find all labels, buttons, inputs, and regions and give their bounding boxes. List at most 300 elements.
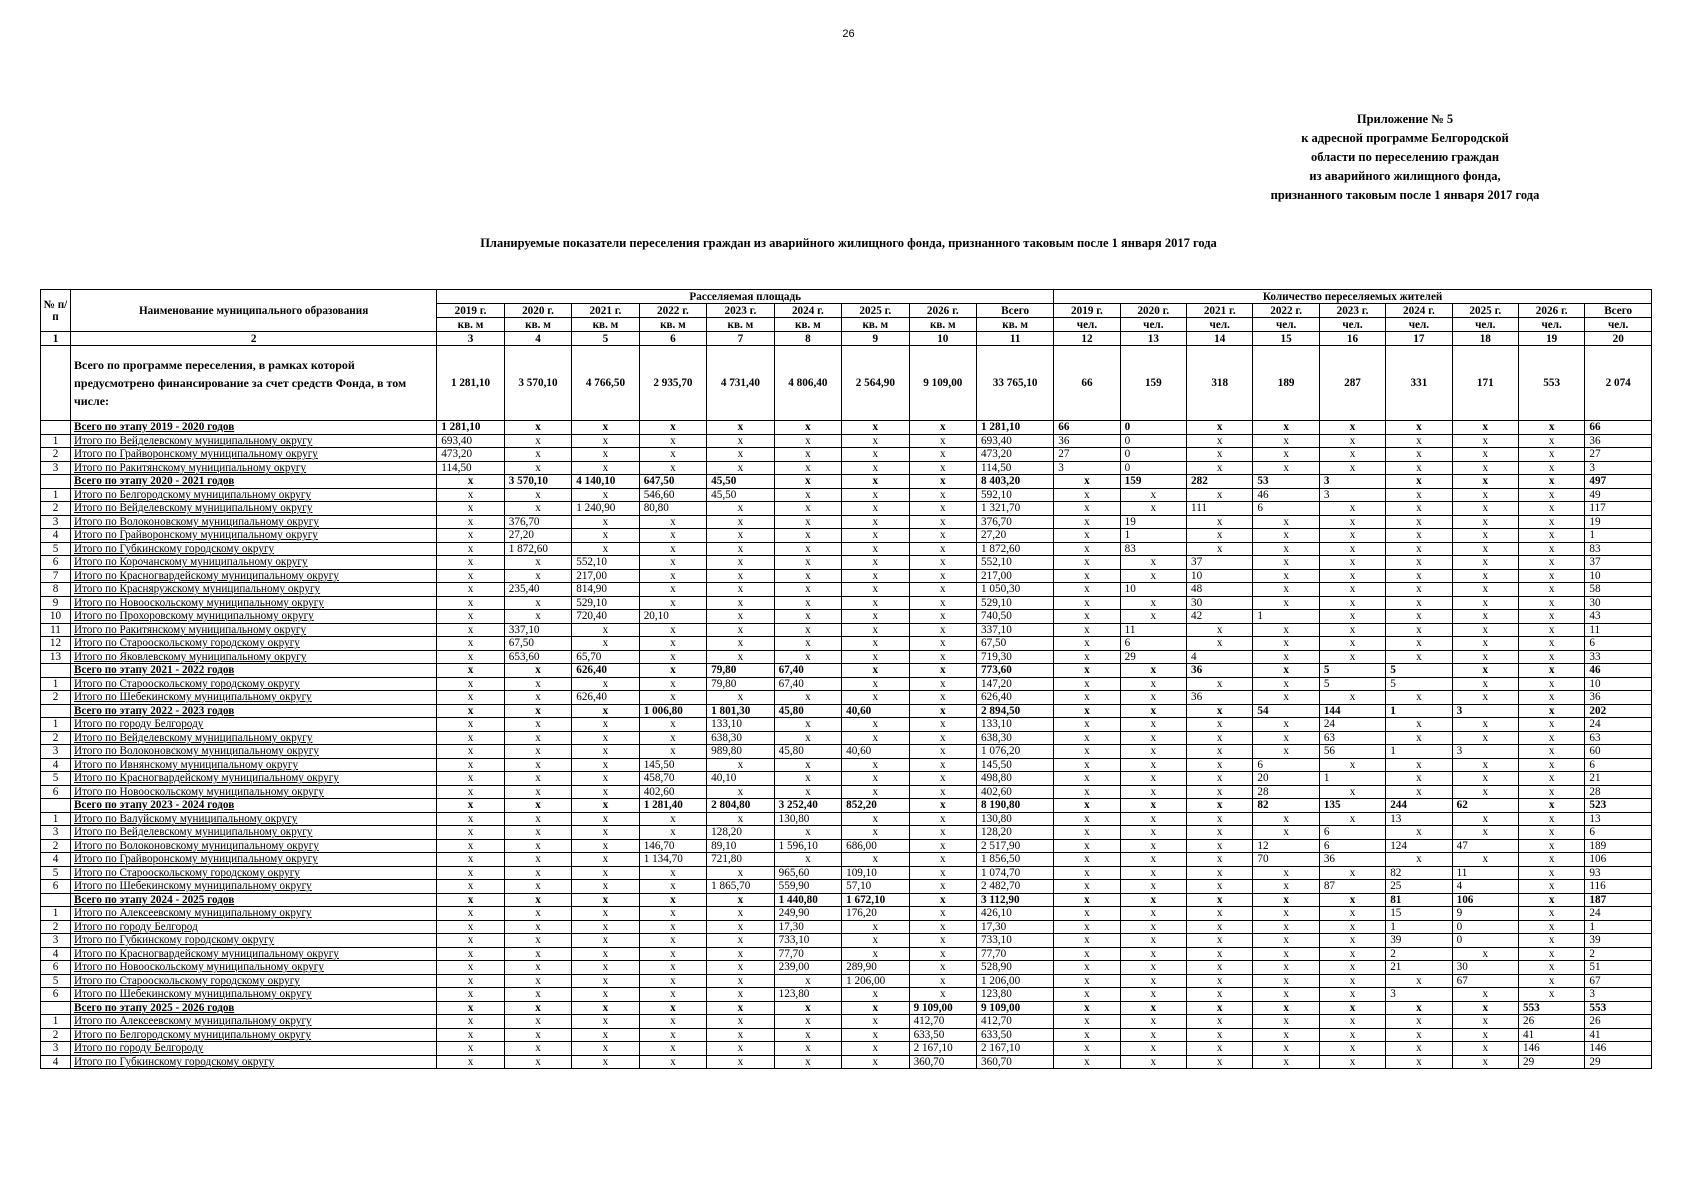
row-value: x	[1054, 691, 1120, 705]
year-header: 2020 г.	[1120, 304, 1186, 318]
row-value: x	[842, 920, 909, 934]
row-value: 67,40	[774, 677, 841, 691]
row-value: x	[504, 704, 571, 718]
row-value: x	[1386, 596, 1452, 610]
row-value: 1	[1386, 920, 1452, 934]
table-row	[41, 502, 1652, 516]
table-row	[41, 542, 1652, 556]
row-value: 13	[1386, 812, 1452, 826]
row-name: Итого по Вейделевскому муниципальному округу	[70, 826, 436, 840]
row-value: x	[1253, 974, 1319, 988]
row-value: x	[1319, 421, 1385, 435]
row-value: x	[504, 1042, 571, 1056]
row-value: x	[1386, 772, 1452, 786]
row-value: 37	[1585, 556, 1652, 570]
row-value: x	[639, 826, 706, 840]
row-value: x	[1054, 988, 1120, 1002]
row-value: x	[1452, 461, 1518, 475]
row-number: 1	[41, 434, 71, 448]
row-value: x	[504, 934, 571, 948]
row-value: x	[842, 812, 909, 826]
year-header: 2025 г.	[1452, 304, 1518, 318]
row-value: x	[909, 664, 976, 678]
row-value: x	[842, 664, 909, 678]
table-row	[41, 758, 1652, 772]
row-value: x	[1253, 731, 1319, 745]
row-value: 28	[1585, 785, 1652, 799]
row-value: 83	[1120, 542, 1186, 556]
table-row	[41, 623, 1652, 637]
row-value: x	[909, 785, 976, 799]
row-value: 1 074,70	[977, 866, 1054, 880]
row-value: x	[1120, 947, 1186, 961]
row-name: Итого по Губкинскому городскому округу	[70, 934, 436, 948]
row-name: Итого по городу Белгород	[70, 920, 436, 934]
row-value: x	[707, 934, 774, 948]
row-value: 6	[1253, 758, 1319, 772]
row-value: x	[1120, 1042, 1186, 1056]
row-value: x	[1187, 947, 1253, 961]
row-name: Итого по Старооскольскому городскому округу	[70, 866, 436, 880]
row-value: x	[774, 569, 841, 583]
row-value: 1 281,40	[639, 799, 706, 813]
row-value: x	[572, 1028, 639, 1042]
row-value: 3	[1452, 745, 1518, 759]
row-value: x	[1253, 745, 1319, 759]
row-value: x	[639, 961, 706, 975]
row-value: x	[774, 650, 841, 664]
row-value: x	[909, 475, 976, 489]
table-row	[41, 556, 1652, 570]
year-header: Всего	[977, 304, 1054, 318]
row-value: 4 731,40	[707, 346, 774, 421]
row-value: x	[1187, 799, 1253, 813]
row-value: x	[1187, 812, 1253, 826]
row-name: Итого по Грайворонскому муниципальному округу	[70, 853, 436, 867]
row-value: 626,40	[572, 664, 639, 678]
row-value: x	[639, 1055, 706, 1069]
row-value: x	[774, 731, 841, 745]
row-value: 189	[1585, 839, 1652, 853]
row-value: x	[1120, 988, 1186, 1002]
row-name: Итого по Красняружскому муниципальному округу	[70, 583, 436, 597]
row-value: x	[1518, 853, 1584, 867]
row-value: x	[504, 718, 571, 732]
table-row	[41, 637, 1652, 651]
row-value: x	[1518, 488, 1584, 502]
row-value: x	[639, 718, 706, 732]
row-number: 6	[41, 988, 71, 1002]
row-name: Итого по Вейделевскому муниципальному округу	[70, 731, 436, 745]
row-name: Итого по Волоконовскому муниципальному округу	[70, 745, 436, 759]
row-value: x	[437, 556, 504, 570]
row-value: x	[1518, 637, 1584, 651]
row-value: x	[1319, 637, 1385, 651]
row-value: x	[1054, 799, 1120, 813]
table-row	[41, 583, 1652, 597]
row-value: x	[572, 812, 639, 826]
row-value: x	[842, 583, 909, 597]
row-value: x	[572, 920, 639, 934]
row-value: x	[707, 1042, 774, 1056]
header-area: Расселяемая площадь	[437, 290, 1054, 304]
row-number	[41, 1001, 71, 1015]
row-value: 1 281,10	[977, 421, 1054, 435]
row-value: x	[1054, 475, 1120, 489]
row-value: x	[1187, 421, 1253, 435]
row-value: x	[1054, 731, 1120, 745]
row-value: x	[774, 421, 841, 435]
row-value: x	[909, 718, 976, 732]
row-value: 693,40	[437, 434, 504, 448]
row-value: x	[842, 731, 909, 745]
stage-total-row	[41, 664, 1652, 678]
row-value: x	[842, 515, 909, 529]
row-value: x	[1253, 583, 1319, 597]
row-value: x	[1452, 488, 1518, 502]
row-value: 2	[1585, 947, 1652, 961]
row-value: x	[1452, 691, 1518, 705]
row-number: 3	[41, 934, 71, 948]
row-value: x	[707, 691, 774, 705]
row-value: x	[1120, 920, 1186, 934]
row-value: 28	[1253, 785, 1319, 799]
document-title: Планируемые показатели переселения граждан из аварийного жилищного фонда, признанного таковым после 1 января 2017 года	[480, 236, 1217, 250]
row-value: x	[774, 623, 841, 637]
row-value: 66	[1054, 346, 1120, 421]
row-value: x	[1518, 610, 1584, 624]
row-name: Итого по Шебекинскому муниципальному округу	[70, 988, 436, 1002]
row-value: x	[1253, 677, 1319, 691]
row-value: x	[639, 637, 706, 651]
row-value: x	[504, 434, 571, 448]
row-value: x	[437, 1042, 504, 1056]
row-value: 40,10	[707, 772, 774, 786]
row-value: x	[437, 934, 504, 948]
row-value: x	[639, 934, 706, 948]
row-value: 337,10	[504, 623, 571, 637]
row-value: x	[1054, 677, 1120, 691]
row-number	[41, 664, 71, 678]
row-number: 10	[41, 610, 71, 624]
row-value: 39	[1386, 934, 1452, 948]
row-value: 2 167,10	[909, 1042, 976, 1056]
stage-total-row	[41, 704, 1652, 718]
row-value: x	[437, 1055, 504, 1069]
row-value: x	[639, 947, 706, 961]
row-value: 287	[1319, 346, 1385, 421]
row-value: 40,60	[842, 745, 909, 759]
row-value: 46	[1585, 664, 1652, 678]
row-value: x	[1054, 974, 1120, 988]
row-value: 42	[1187, 610, 1253, 624]
row-value: x	[909, 569, 976, 583]
row-value: x	[1253, 893, 1319, 907]
row-value: 1	[1253, 610, 1319, 624]
table-row	[41, 718, 1652, 732]
row-value: x	[1452, 569, 1518, 583]
row-value: 145,50	[639, 758, 706, 772]
row-value: 79,80	[707, 677, 774, 691]
unit-header: кв. м	[707, 318, 774, 332]
row-value: x	[1120, 569, 1186, 583]
row-value: 5	[1319, 664, 1385, 678]
row-value: 553	[1585, 1001, 1652, 1015]
row-value: x	[437, 772, 504, 786]
row-value: x	[1054, 637, 1120, 651]
row-value: x	[1253, 718, 1319, 732]
row-value: 93	[1585, 866, 1652, 880]
row-value: x	[1518, 934, 1584, 948]
row-value: x	[437, 1001, 504, 1015]
column-number: 20	[1585, 332, 1652, 346]
row-value: x	[639, 623, 706, 637]
row-value: 1 006,80	[639, 704, 706, 718]
column-number: 14	[1187, 332, 1253, 346]
row-value: 41	[1518, 1028, 1584, 1042]
row-number: 1	[41, 812, 71, 826]
row-value: 686,00	[842, 839, 909, 853]
table-row	[41, 988, 1652, 1002]
stage-total-row	[41, 799, 1652, 813]
row-value: x	[437, 704, 504, 718]
row-value: 130,80	[977, 812, 1054, 826]
unit-header: кв. м	[774, 318, 841, 332]
row-value: x	[774, 718, 841, 732]
row-value: 3 570,10	[504, 475, 571, 489]
row-value: x	[437, 947, 504, 961]
row-value: x	[1120, 596, 1186, 610]
year-header: 2024 г.	[1386, 304, 1452, 318]
row-value: 529,10	[977, 596, 1054, 610]
resettlement-table	[40, 289, 1652, 1069]
row-name: Всего по этапу 2021 - 2022 годов	[70, 664, 436, 678]
row-value: x	[1120, 610, 1186, 624]
row-value: x	[639, 893, 706, 907]
row-value: 12	[1253, 839, 1319, 853]
row-value: 49	[1585, 488, 1652, 502]
row-name: Итого по Красногвардейскому муниципальному округу	[70, 947, 436, 961]
row-value: 965,60	[774, 866, 841, 880]
row-number: 2	[41, 839, 71, 853]
row-value: 852,20	[842, 799, 909, 813]
column-number: 11	[977, 332, 1054, 346]
row-value: x	[639, 866, 706, 880]
row-value: x	[1386, 1028, 1452, 1042]
row-value: x	[1187, 542, 1253, 556]
row-value: 10	[1585, 569, 1652, 583]
row-value: 1 206,00	[977, 974, 1054, 988]
row-value: x	[572, 677, 639, 691]
row-value: x	[1253, 569, 1319, 583]
row-value: x	[437, 718, 504, 732]
row-number	[41, 799, 71, 813]
row-value: x	[1253, 529, 1319, 543]
row-value: 3 570,10	[504, 346, 571, 421]
row-name: Итого по Шебекинскому муниципальному округу	[70, 691, 436, 705]
row-value: x	[1319, 1015, 1385, 1029]
row-value: 51	[1585, 961, 1652, 975]
row-value: 1	[1319, 772, 1385, 786]
unit-header: чел.	[1585, 318, 1652, 332]
row-value: x	[572, 1055, 639, 1069]
row-value: x	[1054, 880, 1120, 894]
row-value: x	[1386, 475, 1452, 489]
row-value: 337,10	[977, 623, 1054, 637]
row-value: x	[437, 812, 504, 826]
row-value: x	[1187, 920, 1253, 934]
row-value: x	[1518, 542, 1584, 556]
row-value: 45,80	[774, 704, 841, 718]
row-value: 2 804,80	[707, 799, 774, 813]
row-number: 8	[41, 583, 71, 597]
row-value: 523	[1585, 799, 1652, 813]
row-name: Всего по этапу 2020 - 2021 годов	[70, 475, 436, 489]
row-value: 21	[1585, 772, 1652, 786]
row-value: x	[504, 488, 571, 502]
row-value: x	[1054, 893, 1120, 907]
table-row	[41, 812, 1652, 826]
row-value: x	[1120, 1055, 1186, 1069]
row-value: x	[1253, 637, 1319, 651]
row-value: x	[1319, 1055, 1385, 1069]
unit-header: кв. м	[437, 318, 504, 332]
row-value: x	[1187, 488, 1253, 502]
row-value: x	[909, 947, 976, 961]
table-row	[41, 569, 1652, 583]
row-value: x	[437, 542, 504, 556]
row-value: x	[639, 1001, 706, 1015]
row-value: x	[504, 920, 571, 934]
row-value: x	[1518, 920, 1584, 934]
row-value: x	[572, 907, 639, 921]
row-value: x	[1120, 866, 1186, 880]
row-value: x	[909, 772, 976, 786]
row-value: 30	[1585, 596, 1652, 610]
table-row	[41, 826, 1652, 840]
unit-header: чел.	[1386, 318, 1452, 332]
row-value: x	[842, 488, 909, 502]
row-value: x	[909, 502, 976, 516]
row-value: x	[1187, 637, 1253, 651]
row-name: Итого по Новооскольскому муниципальному округу	[70, 785, 436, 799]
row-number	[41, 893, 71, 907]
row-value: x	[1120, 880, 1186, 894]
row-value: 26	[1585, 1015, 1652, 1029]
row-value: 67,40	[774, 664, 841, 678]
row-value: x	[437, 529, 504, 543]
row-value: 814,90	[572, 583, 639, 597]
row-value: x	[437, 664, 504, 678]
row-value: x	[1386, 556, 1452, 570]
row-value: 1	[1585, 920, 1652, 934]
row-value: x	[1187, 529, 1253, 543]
table-row	[41, 920, 1652, 934]
unit-header: чел.	[1452, 318, 1518, 332]
column-number: 10	[909, 332, 976, 346]
row-value: x	[1518, 623, 1584, 637]
row-value: x	[1518, 448, 1584, 462]
row-value: x	[774, 974, 841, 988]
table-row	[41, 610, 1652, 624]
row-value: x	[1386, 434, 1452, 448]
row-value: x	[1319, 961, 1385, 975]
table-row	[41, 434, 1652, 448]
row-value: x	[639, 664, 706, 678]
row-value: 402,60	[977, 785, 1054, 799]
row-value: x	[1253, 434, 1319, 448]
row-value: x	[504, 502, 571, 516]
row-value: 1	[1386, 745, 1452, 759]
row-value: 19	[1120, 515, 1186, 529]
row-value: x	[707, 623, 774, 637]
row-value: x	[1253, 934, 1319, 948]
row-value: 29	[1518, 1055, 1584, 1069]
row-value: 43	[1585, 610, 1652, 624]
row-value: 1 206,00	[842, 974, 909, 988]
row-value: x	[1054, 704, 1120, 718]
row-value: x	[909, 461, 976, 475]
row-value: 473,20	[437, 448, 504, 462]
row-value: x	[1120, 799, 1186, 813]
row-value: 553	[1518, 346, 1584, 421]
row-value: x	[437, 988, 504, 1002]
row-value: x	[1518, 785, 1584, 799]
row-value: x	[572, 421, 639, 435]
row-value: 497	[1585, 475, 1652, 489]
row-value: 1 281,10	[437, 346, 504, 421]
row-value: x	[1054, 961, 1120, 975]
row-value: 56	[1319, 745, 1385, 759]
row-value: x	[1452, 596, 1518, 610]
row-value: x	[1518, 718, 1584, 732]
row-number: 3	[41, 826, 71, 840]
row-value: x	[1452, 529, 1518, 543]
row-value: x	[774, 515, 841, 529]
row-value: x	[1518, 434, 1584, 448]
year-header: 2022 г.	[639, 304, 706, 318]
row-value: x	[572, 799, 639, 813]
row-value: x	[909, 988, 976, 1002]
row-value: 40,60	[842, 704, 909, 718]
row-value: 2 935,70	[639, 346, 706, 421]
row-value: 217,00	[977, 569, 1054, 583]
row-value: x	[1253, 826, 1319, 840]
row-number	[41, 346, 71, 421]
row-value: x	[1054, 569, 1120, 583]
row-value: 498,80	[977, 772, 1054, 786]
row-value: x	[1452, 650, 1518, 664]
row-value: x	[572, 880, 639, 894]
table-row	[41, 461, 1652, 475]
row-value: 53	[1253, 475, 1319, 489]
row-number: 12	[41, 637, 71, 651]
row-value: x	[1120, 907, 1186, 921]
row-value: x	[909, 826, 976, 840]
row-value: 106	[1585, 853, 1652, 867]
row-value: x	[1518, 826, 1584, 840]
row-value: x	[1452, 853, 1518, 867]
row-number: 5	[41, 866, 71, 880]
row-value: x	[639, 515, 706, 529]
row-value: x	[909, 677, 976, 691]
row-value: 187	[1585, 893, 1652, 907]
row-value: x	[1319, 583, 1385, 597]
row-number: 13	[41, 650, 71, 664]
row-value: x	[842, 718, 909, 732]
row-value: x	[1452, 1042, 1518, 1056]
row-value: 33 765,10	[977, 346, 1054, 421]
